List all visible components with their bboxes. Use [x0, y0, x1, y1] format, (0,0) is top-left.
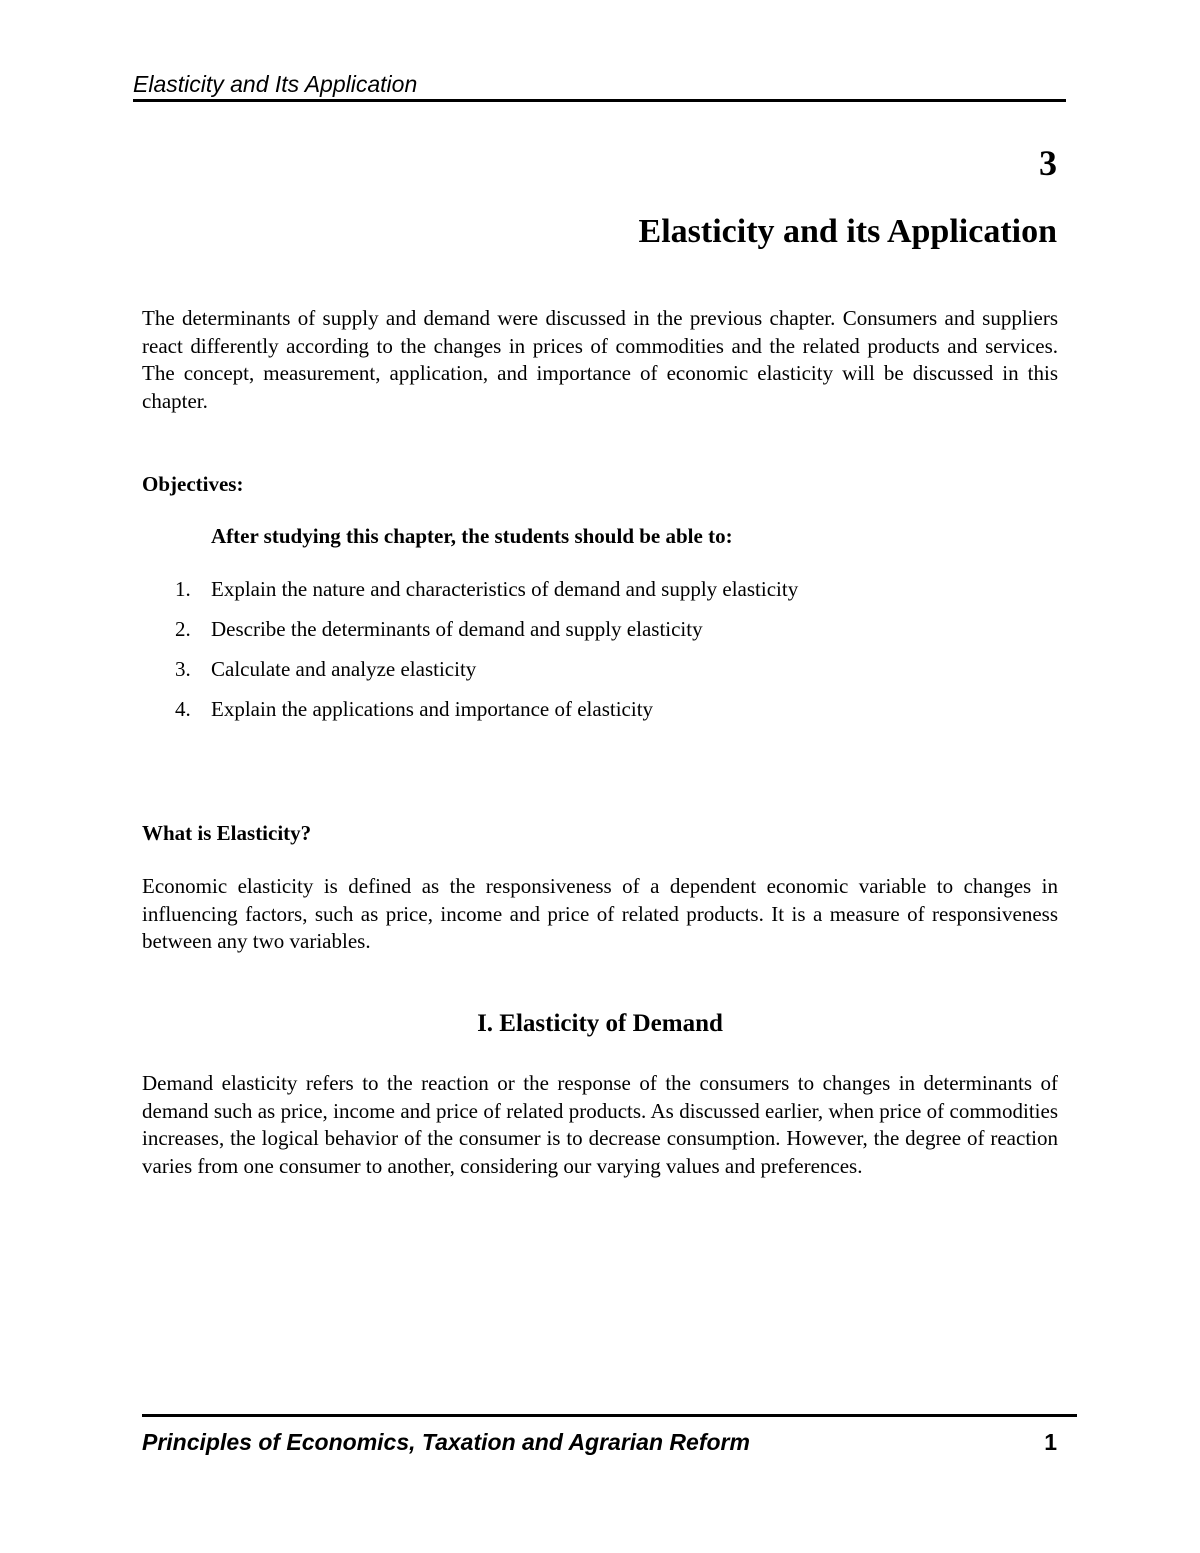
- header-divider: [133, 99, 1066, 102]
- demand-elasticity-paragraph: Demand elasticity refers to the reaction or the response of the consumers to changes in determinants of demand such as price, income and price of related products. As discussed earlier, when price of commodities increases, the logical behavior of the consumer is to decrease consumption. However, the degree of reaction varies from one consumer to another, considering our varying values and preferences.: [142, 1071, 1058, 1178]
- list-item-text: Describe the determinants of demand and supply elasticity: [211, 617, 703, 641]
- list-item-text: Explain the applications and importance of elasticity: [211, 697, 654, 721]
- list-item: [0, 695, 1200, 735]
- intro-paragraph: The determinants of supply and demand were discussed in the previous chapter. Consumers and suppliers react differently according to the changes in prices of commodities and the related products and services. The concept, measurement, application, and importance of economic elasticity will be discussed in this chapter.: [142, 306, 1058, 413]
- list-item-text: Explain the nature and characteristics of demand and supply elasticity: [211, 577, 799, 601]
- chapter-title: Elasticity and its Application: [638, 213, 1057, 250]
- footer-book-title: Principles of Economics, Taxation and Agrarian Reform: [142, 1429, 750, 1455]
- section-title-demand: I. Elasticity of Demand: [477, 1010, 723, 1037]
- elasticity-definition-paragraph: Economic elasticity is defined as the responsiveness of a dependent economic variable to changes in influencing factors, such as price, income and price of related products. It is a measure of responsiveness between any two variables.: [142, 874, 1058, 953]
- list-item-number: 1.: [175, 577, 191, 601]
- what-is-elasticity-heading: What is Elasticity?: [142, 821, 312, 845]
- list-item: [0, 655, 1200, 695]
- chapter-number: 3: [1039, 143, 1057, 183]
- page-number: 1: [1044, 1429, 1057, 1455]
- objectives-heading: Objectives:: [142, 472, 244, 496]
- list-item: [0, 575, 1200, 615]
- list-item-number: 2.: [175, 617, 191, 641]
- objectives-intro: After studying this chapter, the students should be able to:: [211, 524, 733, 548]
- list-item-number: 3.: [175, 657, 191, 681]
- list-item-number: 4.: [175, 697, 191, 721]
- objectives-list: [0, 575, 1200, 735]
- running-header: Elasticity and Its Application: [133, 71, 418, 97]
- list-item-text: Calculate and analyze elasticity: [211, 657, 477, 681]
- list-item: [0, 615, 1200, 655]
- footer-divider: [142, 1414, 1077, 1417]
